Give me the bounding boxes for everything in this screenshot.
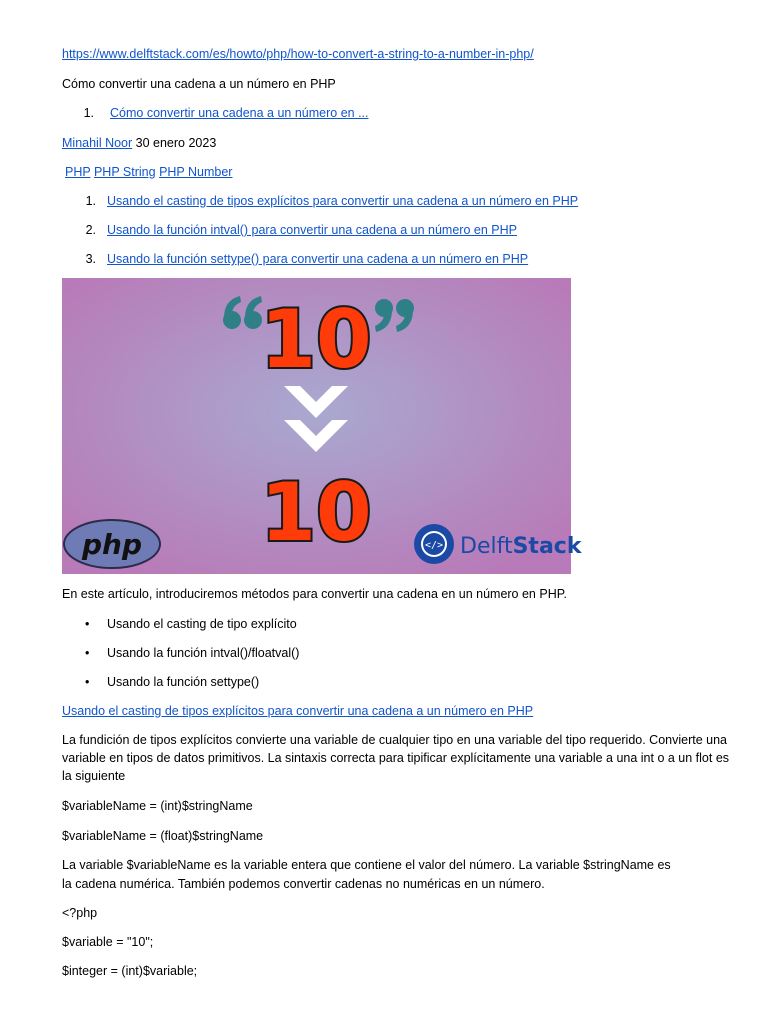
toc-top-link[interactable]: Cómo convertir una cadena a un número en ...: [110, 106, 369, 120]
toc-number: 3.: [85, 252, 96, 266]
brand-stack: Stack: [512, 534, 582, 559]
code-integer-cast: $integer = (int)$variable;: [62, 964, 198, 978]
toc-number: 1.: [85, 194, 96, 208]
brand-delft: Delft: [460, 534, 513, 559]
php-logo-text: php: [81, 528, 143, 561]
toc-top-number: 1.: [83, 106, 94, 120]
svg-text:</>: </>: [424, 540, 444, 551]
publish-date: 30 enero 2023: [135, 136, 217, 150]
bullet-dot: •: [85, 617, 90, 631]
paragraph-variable-desc-line2: la cadena numérica. También podemos convertir cadenas no numéricas en un número.: [62, 877, 545, 891]
section-heading-link[interactable]: Usando el casting de tipos explícitos para convertir una cadena a un número en PHP: [62, 704, 534, 718]
source-url-link[interactable]: https://www.delftstack.com/es/howto/php/how-to-convert-a-string-to-a-number-in-php/: [62, 47, 534, 61]
paragraph-variable-desc-line1: La variable $variableName es la variable entera que contiene el valor del número. La variable $stringName es: [62, 858, 671, 872]
code-line-int-cast: $variableName = (int)$stringName: [62, 799, 253, 813]
tag-list: [65, 163, 232, 181]
code-php-open: <?php: [62, 906, 98, 920]
tag-php-string[interactable]: PHP String: [93, 165, 156, 179]
toc-link[interactable]: Usando la función settype() para convertir una cadena a un número en PHP: [107, 252, 529, 266]
intro-paragraph: En este artículo, introduciremos métodos para convertir una cadena en un número en PHP.: [62, 587, 567, 601]
toc-number: 2.: [85, 223, 96, 237]
paragraph-explicit-casting: La fundición de tipos explícitos convierte una variable de cualquier tipo en una variable del tipo requerido. Convierte una variable en tipos de datos primitivos. La sintaxis correcta para tipificar explícitamente una variable a una int o a un flot es la siguiente: [62, 733, 730, 783]
delftstack-wordmark: [460, 534, 583, 559]
delftstack-emblem-icon: [414, 524, 454, 564]
hero-image: [62, 278, 582, 574]
hero-number-top: 10: [260, 293, 372, 386]
bullet-dot: •: [85, 675, 90, 689]
code-variable-assign: $variable = "10";: [62, 935, 154, 949]
byline: [62, 134, 216, 152]
hero-number-bottom: 10: [260, 466, 372, 559]
article-title: Cómo convertir una cadena a un número en PHP: [62, 77, 336, 91]
toc-link[interactable]: Usando la función intval() para convertir una cadena a un número en PHP: [107, 223, 517, 237]
bullet-text: Usando el casting de tipo explícito: [107, 617, 297, 631]
bullet-text: Usando la función settype(): [107, 675, 260, 689]
bullet-dot: •: [85, 646, 90, 660]
toc-link[interactable]: Usando el casting de tipos explícitos para convertir una cadena a un número en PHP: [107, 194, 579, 208]
tag-php-number[interactable]: PHP Number: [159, 165, 233, 179]
bullet-text: Usando la función intval()/floatval(): [107, 646, 300, 660]
author-link[interactable]: Minahil Noor: [62, 136, 133, 150]
code-line-float-cast: $variableName = (float)$stringName: [62, 829, 264, 843]
php-logo: [64, 520, 160, 568]
hero-graphic: [62, 278, 582, 574]
tag-php[interactable]: PHP: [65, 165, 91, 179]
